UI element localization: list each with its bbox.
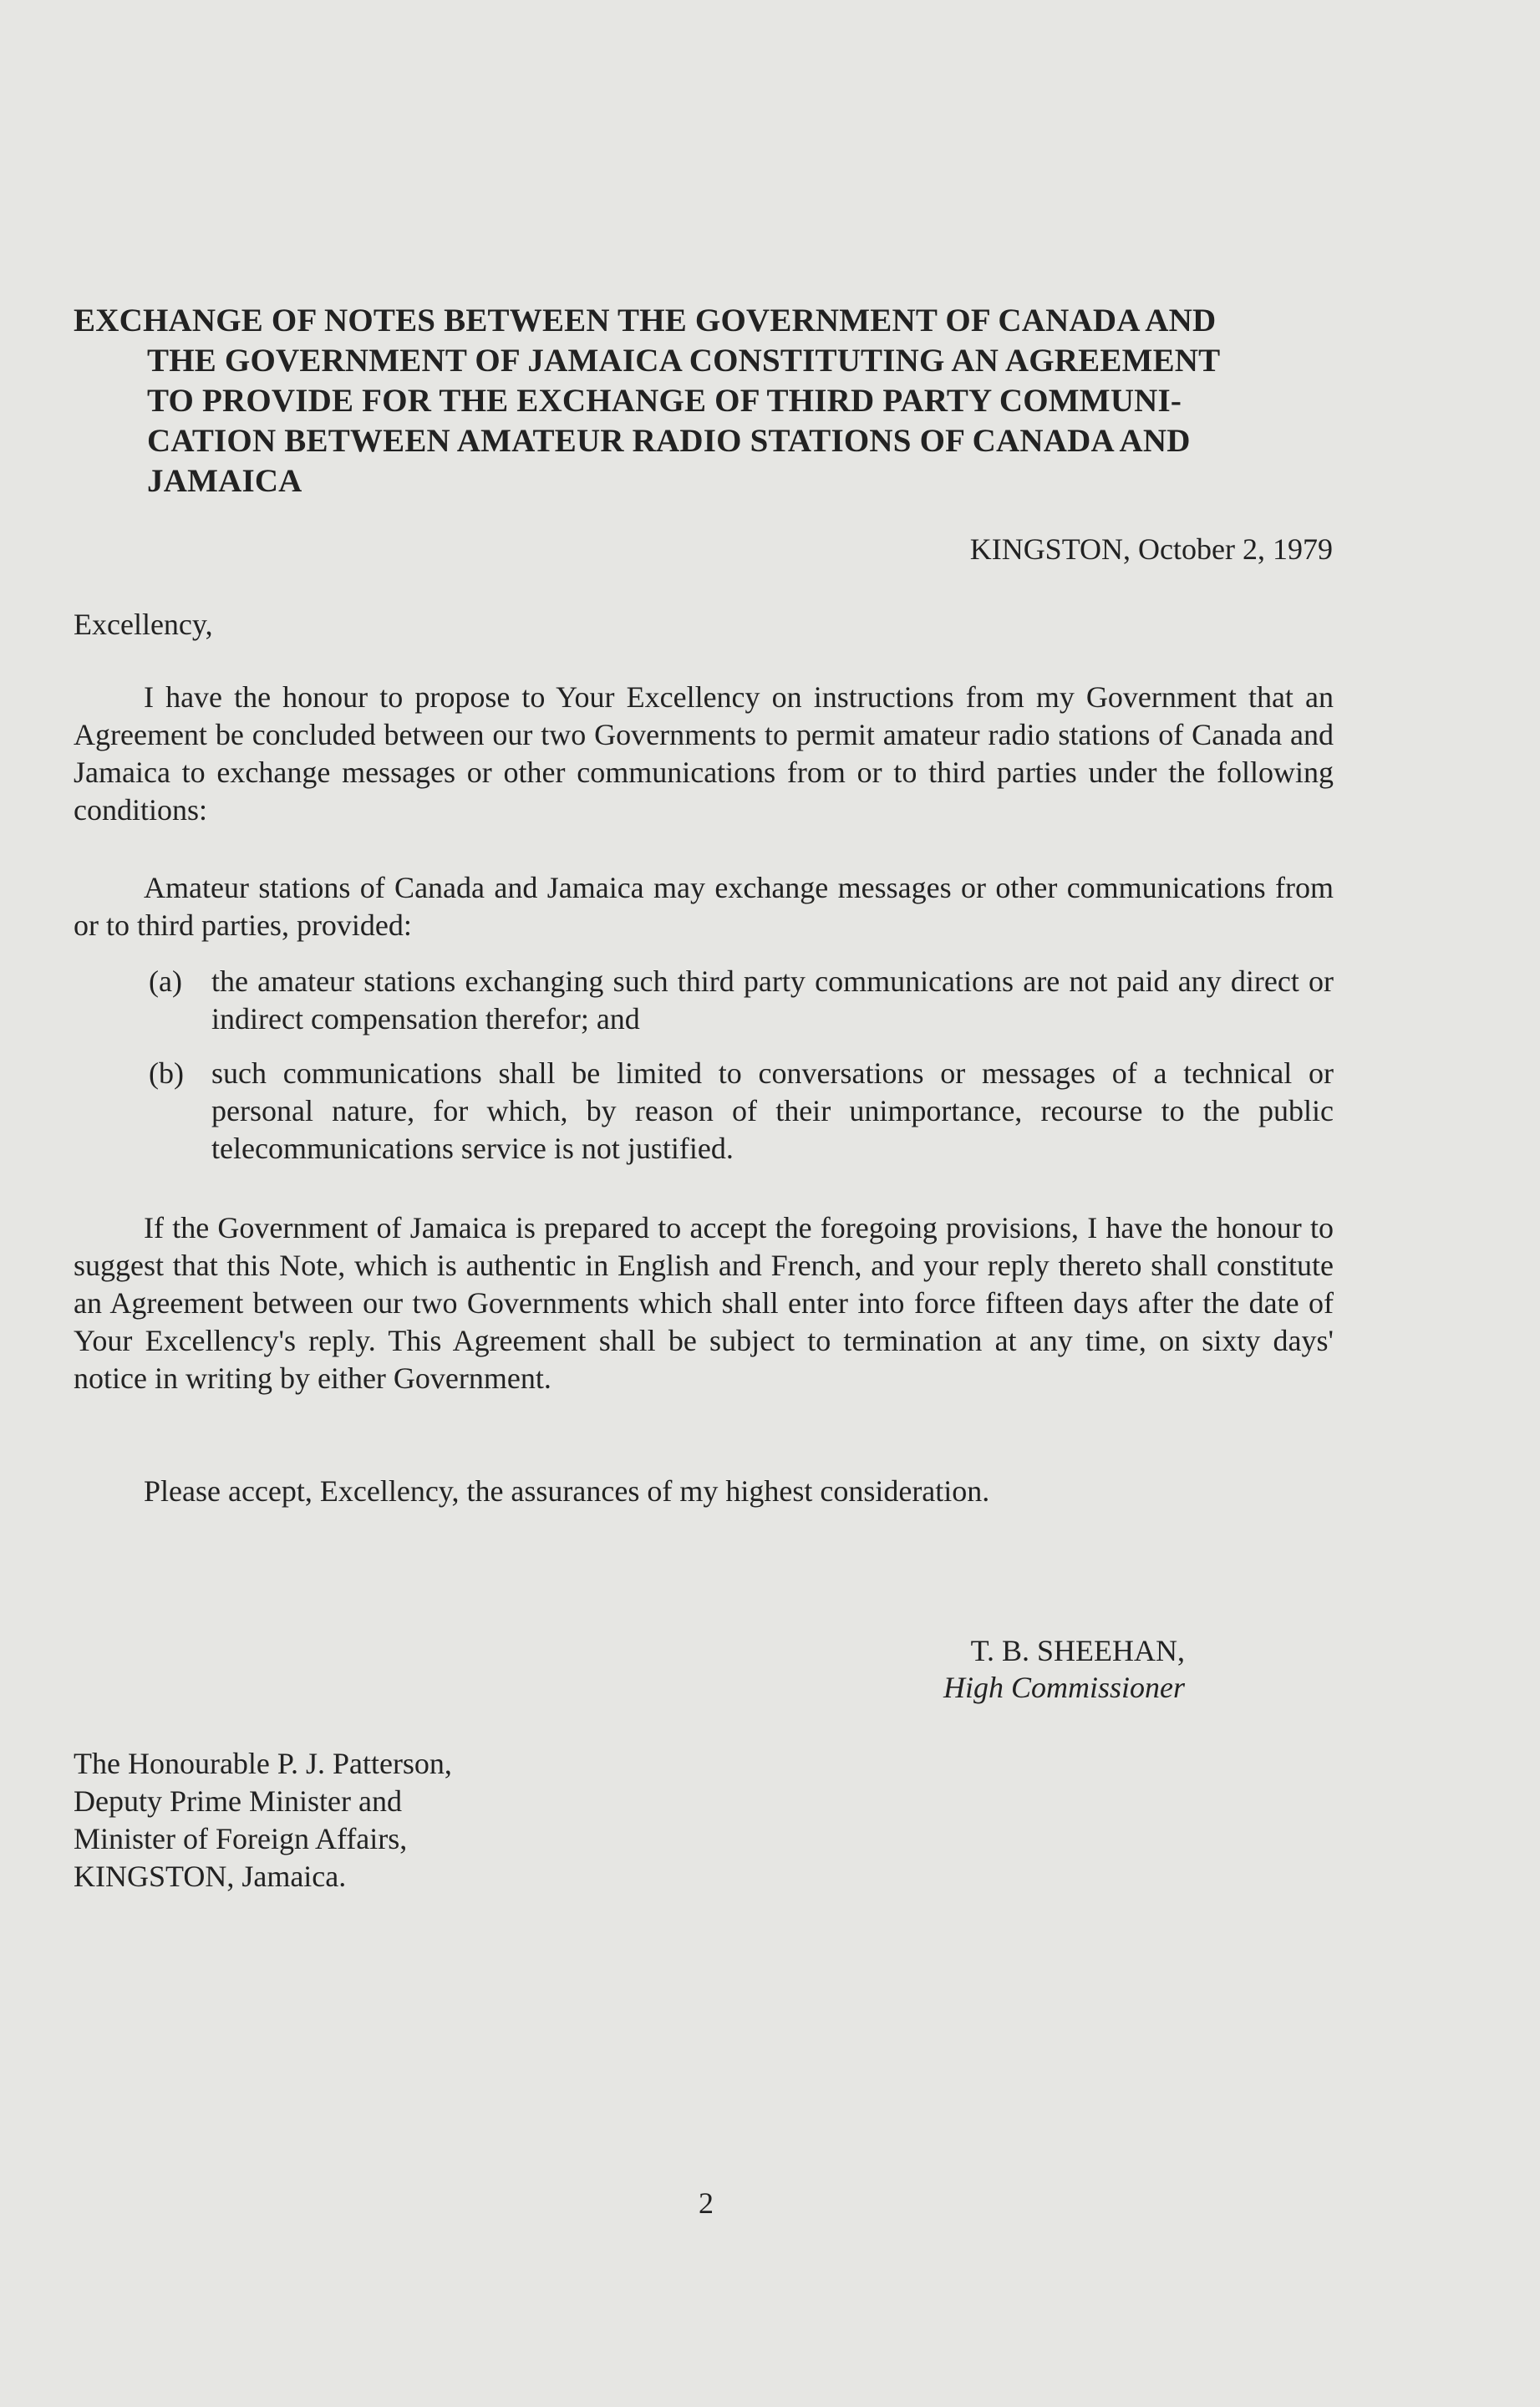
body-paragraph: I have the honour to propose to Your Excellency on instructions from my Government that an Agreement be concluded between our two Governments to permit amateur radio stations of Canada and Jamaica to exchange messages or other communications from or to third parties under the following conditions:	[74, 680, 1334, 827]
salutation: Excellency,	[74, 608, 213, 641]
addressee-line: KINGSTON, Jamaica.	[74, 1860, 347, 1893]
condition-item	[74, 1055, 1334, 1168]
condition-marker: (b)	[149, 1056, 184, 1090]
title-line: JAMAICA	[147, 463, 302, 499]
title-line: EXCHANGE OF NOTES BETWEEN THE GOVERNMENT OF CANADA AND	[74, 303, 1217, 338]
addressee-line: Deputy Prime Minister and	[74, 1784, 402, 1818]
body-paragraph: If the Government of Jamaica is prepared to accept the foregoing provisions, I have the honour to suggest that this Note, which is authentic in English and French, and your reply thereto shall constitute an Agreement between our two Governments which shall enter into force fifteen days after the date of Your Excellency's reply. This Agreement shall be subject to termination at any time, on sixty days' notice in writing by either Government.	[74, 1211, 1334, 1395]
closing-paragraph: Please accept, Excellency, the assurances of my highest consideration.	[144, 1474, 990, 1508]
condition-text: the amateur stations exchanging such third party communications are not paid any direct or indirect compensation therefor; and	[211, 964, 1334, 1036]
addressee-line: Minister of Foreign Affairs,	[74, 1822, 408, 1855]
title-line: TO PROVIDE FOR THE EXCHANGE OF THIRD PARTY COMMUNI-	[147, 383, 1182, 419]
document-title	[74, 301, 1335, 501]
condition-text: such communications shall be limited to conversations or messages of a technical or personal nature, for which, by reason of their unimportance, recourse to the public telecommunications service is not justified.	[211, 1056, 1334, 1165]
signatory-name: T. B. SHEEHAN,	[970, 1634, 1185, 1667]
date-line: KINGSTON, October 2, 1979	[969, 532, 1333, 566]
condition-item	[74, 963, 1334, 1038]
signature-block	[943, 1632, 1185, 1706]
signatory-role: High Commissioner	[943, 1671, 1185, 1704]
addressee-block	[74, 1745, 452, 1896]
page-number: 2	[699, 2186, 714, 2220]
title-line: CATION BETWEEN AMATEUR RADIO STATIONS OF CANADA AND	[147, 423, 1191, 459]
condition-marker: (a)	[149, 964, 182, 998]
body-paragraph: Amateur stations of Canada and Jamaica may exchange messages or other communications from or to third parties, provided:	[74, 871, 1334, 942]
addressee-line: The Honourable P. J. Patterson,	[74, 1747, 452, 1780]
title-line: THE GOVERNMENT OF JAMAICA CONSTITUTING AN AGREEMENT	[147, 343, 1221, 379]
